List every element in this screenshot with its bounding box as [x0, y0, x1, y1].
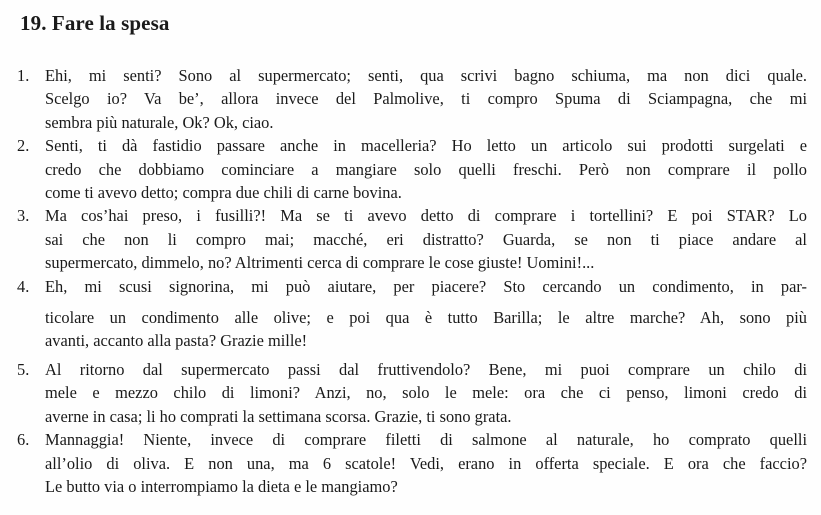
- list-item-5: [17, 358, 807, 428]
- page-title: 19. Fare la spesa: [20, 11, 170, 35]
- item-number: 5.: [17, 359, 30, 379]
- item-text-line: avanti, accanto alla pasta? Grazie mille!: [45, 331, 308, 351]
- item-text-line: all’olio di oliva. E non una, ma 6 scatole! Vedi, erano in offerta speciale. E ora che faccio?: [45, 453, 807, 473]
- list-item-4: [17, 275, 807, 353]
- item-text-line: credo che dobbiamo cominciare a mangiare solo quelli freschi. Però non comprare il pollo: [45, 159, 807, 179]
- item-text-line: Eh, mi scusi signorina, mi può aiutare, per piacere? Sto cercando un condimento, in par-: [45, 276, 807, 296]
- item-text-line: Al ritorno dal supermercato passi dal fruttivendolo? Bene, mi puoi comprare un chilo di: [45, 359, 807, 379]
- list-item-2: [17, 134, 807, 204]
- item-text-line: ticolare un condimento alle olive; e poi qua è tutto Barilla; le altre marche? Ah, sono più: [45, 308, 807, 328]
- item-text-line: sai che non li compro mai; macché, eri distratto? Guarda, se non ti piace andare al: [45, 229, 807, 249]
- item-number: 1.: [17, 66, 30, 85]
- item-number: 4.: [17, 276, 30, 296]
- item-text-line: come ti avevo detto; compra due chili di carne bovina.: [45, 183, 402, 203]
- item-text-line: sembra più naturale, Ok? Ok, ciao.: [45, 112, 274, 132]
- item-number: 6.: [17, 430, 30, 450]
- item-number: 3.: [17, 206, 30, 226]
- list-item-3: [17, 204, 807, 274]
- item-text-line: Ehi, mi senti? Sono al supermercato; senti, qua scrivi bagno schiuma, ma non dici quale.: [45, 66, 807, 85]
- item-text-line: supermercato, dimmelo, no? Altrimenti cerca di comprare le cose giuste! Uomini!...: [45, 253, 595, 273]
- item-text-line: averne in casa; li ho comprati la settimana scorsa. Grazie, ti sono grata.: [45, 406, 512, 426]
- list-item-1: [17, 64, 807, 134]
- exercise-list: [17, 64, 807, 498]
- item-text-line: Mannaggia! Niente, invece di comprare filetti di salmone al naturale, ho comprato quelli: [45, 430, 807, 450]
- item-text-line: Senti, ti dà fastidio passare anche in macelleria? Ho letto un articolo sui prodotti surgelati e: [45, 136, 807, 156]
- item-text-line: mele e mezzo chilo di limoni? Anzi, no, solo le mele: ora che ci penso, limoni credo di: [45, 383, 807, 403]
- list-item-6: [17, 428, 807, 498]
- item-text-line: Le butto via o interrompiamo la dieta e le mangiamo?: [45, 476, 398, 496]
- item-text-line: Ma cos’hai preso, i fusilli?! Ma se ti avevo detto di comprare i tortellini? E poi STAR? Lo: [45, 206, 807, 226]
- item-text-line: Scelgo io? Va be’, allora invece del Palmolive, ti compro Spuma di Sciampagna, che mi: [45, 89, 807, 109]
- item-number: 2.: [17, 136, 30, 156]
